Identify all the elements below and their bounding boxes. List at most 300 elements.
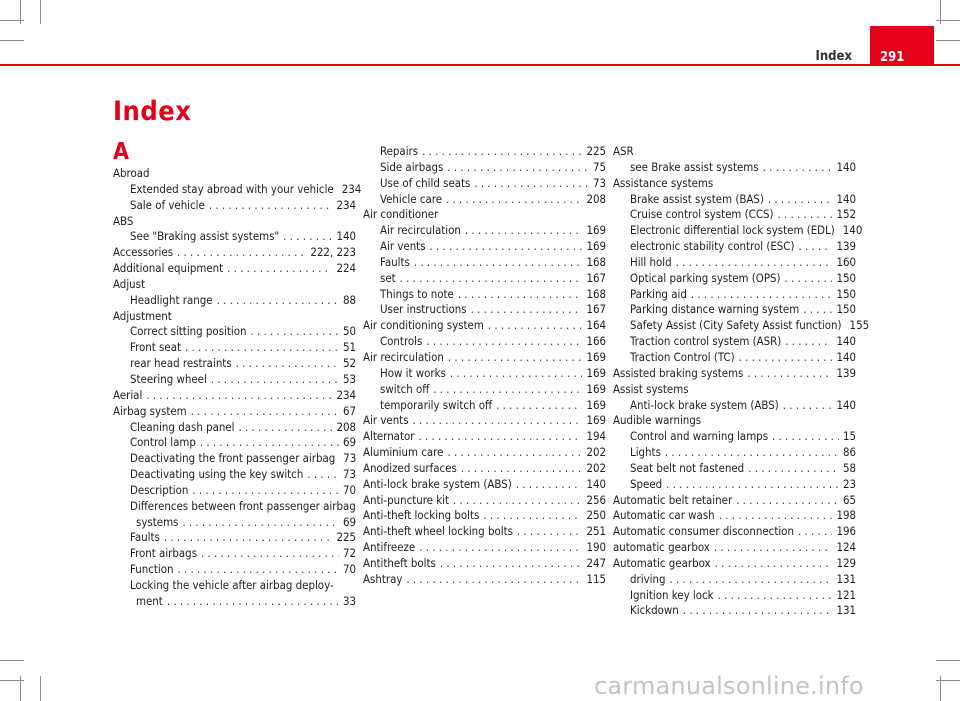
index-entry xyxy=(613,477,856,493)
index-entry-text: Correct sitting position xyxy=(130,324,247,339)
index-entry-page[interactable]: 150 xyxy=(836,286,856,301)
dot-leader xyxy=(453,493,582,509)
index-entry xyxy=(113,324,356,340)
dot-leader xyxy=(458,287,583,303)
crop-mark xyxy=(940,0,941,24)
dot-leader xyxy=(666,477,839,493)
dot-leader xyxy=(798,524,832,540)
index-entry-page[interactable]: 139 xyxy=(836,365,856,380)
index-column-2 xyxy=(363,144,606,588)
index-entry-page[interactable]: 198 xyxy=(836,508,856,523)
index-entry-text: Faults xyxy=(380,254,410,269)
index-entry: Locking the vehicle after airbag deploy- xyxy=(130,577,334,592)
header-rule xyxy=(0,64,960,66)
index-entry-page[interactable]: 169 xyxy=(586,381,606,396)
index-entry-text: Safety Assist (City Safety Assist function) xyxy=(630,318,842,333)
index-entry-text: Deactivating the front passenger airbag xyxy=(130,451,336,466)
index-entry-text: Air conditioning system xyxy=(363,318,484,333)
index-entry xyxy=(363,334,606,350)
index-entry xyxy=(613,429,856,445)
index-entry xyxy=(363,287,606,303)
crop-mark xyxy=(936,660,960,661)
index-entry xyxy=(613,334,856,350)
index-entry-page[interactable]: 251 xyxy=(586,524,606,539)
index-entry-page[interactable]: 250 xyxy=(586,508,606,523)
dot-leader xyxy=(669,572,832,588)
index-entry-page[interactable]: 70 xyxy=(342,562,356,577)
index-entry-page[interactable]: 208 xyxy=(336,419,356,434)
index-entry-page[interactable]: 15 xyxy=(842,429,856,444)
index-entry-page[interactable]: 73 xyxy=(342,467,356,482)
dot-leader xyxy=(182,515,339,531)
dot-leader xyxy=(239,420,333,436)
index-entry-page[interactable]: 196 xyxy=(836,524,856,539)
dot-leader xyxy=(483,508,582,524)
index-entry-text: Alternator xyxy=(363,429,415,444)
index-entry xyxy=(113,404,356,420)
index-entry-text: Automatic belt retainer xyxy=(613,492,733,507)
index-entry-page[interactable]: 52 xyxy=(342,356,356,371)
index-entry-page[interactable]: 150 xyxy=(836,302,856,317)
index-entry-page[interactable]: 169 xyxy=(586,365,606,380)
index-entry xyxy=(363,366,606,382)
index-entry-text: Headlight range xyxy=(130,292,213,307)
dot-leader xyxy=(191,404,339,420)
index-entry-text: ment xyxy=(136,593,163,608)
index-entry xyxy=(113,515,356,531)
dot-leader xyxy=(178,562,339,578)
dot-leader xyxy=(433,382,582,398)
index-entry-text: Sale of vehicle xyxy=(130,197,205,212)
index-entry-text: Anti-theft locking bolts xyxy=(363,508,480,523)
dot-leader xyxy=(488,318,583,334)
index-entry xyxy=(113,483,356,499)
index-entries xyxy=(113,166,362,610)
index-entry-text: Airbag system xyxy=(113,403,187,418)
crop-mark xyxy=(40,0,41,24)
index-entry-text: Control lamp xyxy=(130,435,196,450)
index-entry-page[interactable]: 72 xyxy=(342,546,356,561)
index-entry: Assist systems xyxy=(613,381,689,396)
index-entry-page[interactable]: 167 xyxy=(586,302,606,317)
index-entry xyxy=(363,144,606,160)
index-entry-text: Front airbags xyxy=(130,546,198,561)
index-entry xyxy=(363,572,606,588)
dot-leader xyxy=(777,207,832,223)
index-entry xyxy=(613,192,856,208)
index-entry xyxy=(363,413,606,429)
index-entry-text: Cruise control system (CCS) xyxy=(630,207,774,222)
index-entry-page[interactable]: 75 xyxy=(592,159,606,174)
dot-leader xyxy=(665,445,839,461)
index-entry xyxy=(363,461,606,477)
dot-leader xyxy=(763,160,833,176)
index-entry xyxy=(363,540,606,556)
index-entry-page[interactable]: 33 xyxy=(342,593,356,608)
index-entry xyxy=(363,508,606,524)
dot-leader xyxy=(406,572,582,588)
index-entry-page[interactable]: 140 xyxy=(842,223,863,238)
index-entry-text: Lights xyxy=(630,445,661,460)
index-entry-page[interactable]: 70 xyxy=(342,482,356,497)
index-entry xyxy=(363,477,606,493)
dot-leader xyxy=(465,223,583,239)
index-entry-text: Anti-lock brake system (ABS) xyxy=(363,476,512,491)
index-entry-text: Anti-puncture kit xyxy=(363,492,450,507)
index-entry-page[interactable]: 164 xyxy=(586,318,606,333)
index-entry: ABS xyxy=(113,213,134,228)
index-entry-page[interactable]: 202 xyxy=(586,445,606,460)
index-entry-page[interactable]: 139 xyxy=(836,239,856,254)
index-entry-page[interactable]: 140 xyxy=(586,476,606,491)
index-entry xyxy=(613,223,863,239)
index-entry-page[interactable]: 247 xyxy=(586,555,606,570)
index-entry xyxy=(113,594,356,610)
dot-leader xyxy=(474,176,589,192)
index-entry-page[interactable]: 140 xyxy=(836,397,856,412)
index-entry-text: Function xyxy=(130,562,174,577)
index-entry-text: Air vents xyxy=(363,413,409,428)
dot-leader xyxy=(736,493,839,509)
index-column-1 xyxy=(113,138,362,610)
dot-leader xyxy=(418,429,582,445)
dot-leader xyxy=(167,594,339,610)
index-entry xyxy=(113,261,356,277)
index-entry xyxy=(613,540,856,556)
index-entry-text: Automatic car wash xyxy=(613,508,715,523)
index-entry-text: set xyxy=(380,270,396,285)
index-entry-text: Brake assist system (BAS) xyxy=(630,191,764,206)
index-entry-page[interactable]: 73 xyxy=(592,175,606,190)
index-entry xyxy=(613,318,870,334)
dot-leader xyxy=(440,556,583,572)
index-entry-text: Things to note xyxy=(380,286,454,301)
index-entry xyxy=(613,287,856,303)
index-entry xyxy=(613,524,856,540)
index-entry-page[interactable]: 169 xyxy=(586,413,606,428)
index-entry-page[interactable]: 169 xyxy=(586,239,606,254)
index-entry-page[interactable]: 140 xyxy=(836,349,856,364)
index-entry xyxy=(363,524,606,540)
index-entry xyxy=(113,451,356,467)
index-entry-page[interactable]: 140 xyxy=(336,229,356,244)
dot-leader xyxy=(739,350,833,366)
dot-leader xyxy=(422,144,582,160)
page-title: Index xyxy=(113,96,192,127)
dot-leader xyxy=(251,324,339,340)
index-entry-page[interactable]: 160 xyxy=(836,254,856,269)
index-entry-page[interactable]: 208 xyxy=(586,191,606,206)
index-entry xyxy=(613,588,856,604)
dot-leader xyxy=(748,461,839,477)
index-entry xyxy=(363,271,606,287)
dot-leader xyxy=(164,530,333,546)
index-entry-page[interactable]: 129 xyxy=(836,555,856,570)
index-entry xyxy=(113,546,356,562)
dot-leader xyxy=(676,255,833,271)
index-entry-page[interactable]: 88 xyxy=(342,292,356,307)
index-entry xyxy=(113,388,356,404)
index-entry-page[interactable]: 140 xyxy=(836,159,856,174)
index-entry-text: Seat belt not fastened xyxy=(630,460,745,475)
index-entry xyxy=(113,562,356,578)
index-entry-page[interactable]: 225 xyxy=(336,530,356,545)
index-entry-page[interactable]: 140 xyxy=(836,191,856,206)
index-entry xyxy=(363,445,606,461)
index-entry-text: Speed xyxy=(630,476,663,491)
index-entry-text: Optical parking system (OPS) xyxy=(630,270,781,285)
dot-leader xyxy=(426,334,582,350)
index-entries xyxy=(363,144,606,588)
index-entry-page[interactable]: 234 xyxy=(336,197,356,212)
index-entry xyxy=(113,245,356,261)
dot-leader xyxy=(719,508,833,524)
index-entry xyxy=(613,603,856,619)
crop-mark xyxy=(936,40,960,41)
index-entry xyxy=(113,198,356,214)
index-entry-text: Aerial xyxy=(113,387,143,402)
index-entry-page[interactable]: 169 xyxy=(586,349,606,364)
dot-leader xyxy=(447,445,582,461)
index-entry-text: Air recirculation xyxy=(380,223,461,238)
index-entry-text: Repairs xyxy=(380,144,419,158)
index-entry-page[interactable]: 140 xyxy=(836,334,856,349)
index-entry xyxy=(363,350,606,366)
dot-leader xyxy=(227,261,332,277)
dot-leader xyxy=(715,556,833,572)
dot-leader xyxy=(496,398,582,414)
index-entry-page[interactable]: 222, 223 xyxy=(310,245,356,260)
index-entry-text: see Brake assist systems xyxy=(630,159,759,174)
dot-leader xyxy=(747,366,832,382)
index-entry-page[interactable]: 50 xyxy=(342,324,356,339)
index-entry xyxy=(113,181,362,198)
dot-leader xyxy=(783,398,833,414)
index-entry xyxy=(363,255,606,271)
index-entry xyxy=(113,420,356,436)
dot-leader xyxy=(471,302,583,318)
index-entry xyxy=(363,493,606,509)
index-entry xyxy=(363,192,606,208)
index-entry-page[interactable]: 169 xyxy=(586,397,606,412)
dot-leader xyxy=(185,340,339,356)
index-entry-text: Traction Control (TC) xyxy=(630,349,735,364)
index-entry-text: Air vents xyxy=(380,239,426,254)
dot-leader xyxy=(146,388,332,404)
index-entry-text: driving xyxy=(630,571,666,586)
index-entry-text: switch off xyxy=(380,381,430,396)
index-entry-text: Antifreeze xyxy=(363,540,416,555)
index-entry-text: Controls xyxy=(380,334,423,349)
dot-leader xyxy=(516,477,583,493)
index-entry-page[interactable]: 67 xyxy=(342,403,356,418)
dot-leader xyxy=(768,192,833,208)
index-entry xyxy=(363,302,606,318)
index-entry-text: Additional equipment xyxy=(113,261,224,276)
index-entry-page[interactable]: 168 xyxy=(586,286,606,301)
index-entry-page[interactable]: 225 xyxy=(586,144,606,158)
index-entry xyxy=(113,530,356,546)
index-entry xyxy=(613,445,856,461)
index-entry-text: Description xyxy=(130,482,189,497)
index-entry-text: Use of child seats xyxy=(380,175,471,190)
index-entry-text: rear head restraints xyxy=(130,356,232,371)
index-entry-text: automatic gearbox xyxy=(613,540,710,555)
dot-leader xyxy=(447,160,589,176)
dot-leader xyxy=(211,372,339,388)
dot-leader xyxy=(217,293,339,309)
index-entry xyxy=(613,461,856,477)
dot-leader xyxy=(413,413,583,429)
index-entry xyxy=(613,271,856,287)
dot-leader xyxy=(517,524,583,540)
index-entry-text: systems xyxy=(136,514,179,529)
index-entry-text: Steering wheel xyxy=(130,371,207,386)
index-entry xyxy=(613,398,856,414)
index-entry-text: Anti-lock brake system (ABS) xyxy=(630,397,779,412)
index-entry-text: Automatic consumer disconnection xyxy=(613,524,794,539)
index-entry-page[interactable]: 131 xyxy=(836,603,856,618)
index-entry-page[interactable]: 152 xyxy=(836,207,856,222)
index-entry-page[interactable]: 155 xyxy=(849,318,870,333)
index-entry xyxy=(363,556,606,572)
index-entry: Assistance systems xyxy=(613,175,714,190)
index-entry-page[interactable]: 166 xyxy=(586,334,606,349)
index-entry-text: Hill hold xyxy=(630,254,672,269)
index-entry xyxy=(613,302,856,318)
index-entry-text: Antitheft bolts xyxy=(363,555,436,570)
index-entry-text: Aluminium care xyxy=(363,445,444,460)
index-entry-page[interactable]: 256 xyxy=(586,492,606,507)
index-entry xyxy=(363,429,606,445)
index-entry xyxy=(613,239,856,255)
index-entry-text: Automatic gearbox xyxy=(613,555,711,570)
dot-leader xyxy=(419,540,582,556)
index-entry: Adjust xyxy=(113,276,146,291)
index-entry: Abroad xyxy=(113,166,150,180)
crop-mark xyxy=(0,680,24,681)
header-section-title: Index xyxy=(815,49,852,64)
index-entry-text: electronic stability control (ESC) xyxy=(630,239,795,254)
index-entry-text: Assisted braking systems xyxy=(613,365,744,380)
index-entry: Audible warnings xyxy=(613,413,702,428)
index-entry-page[interactable]: 65 xyxy=(842,492,856,507)
index-entry xyxy=(613,207,856,223)
index-entry-page[interactable]: 169 xyxy=(586,223,606,238)
index-entry xyxy=(613,508,856,524)
index-entry xyxy=(613,160,856,176)
index-entry-text: Deactivating using the key switch xyxy=(130,467,304,482)
index-entry-page[interactable]: 51 xyxy=(342,340,356,355)
index-entry: ASR xyxy=(613,144,634,158)
index-entry-text: Control and warning lamps xyxy=(630,429,769,444)
dot-leader xyxy=(798,239,832,255)
dot-leader xyxy=(718,588,833,604)
dot-leader xyxy=(200,435,339,451)
dot-leader xyxy=(414,255,583,271)
dot-leader xyxy=(283,229,332,245)
index-entry-page[interactable]: 168 xyxy=(586,254,606,269)
index-entry-page[interactable]: 194 xyxy=(586,429,606,444)
index-entry xyxy=(613,350,856,366)
index-entry-page[interactable]: 23 xyxy=(842,476,856,491)
dot-leader xyxy=(430,239,583,255)
index-entry-text: Kickdown xyxy=(630,603,679,618)
index-entry-page[interactable]: 234 xyxy=(341,181,362,196)
index-entry-page[interactable]: 69 xyxy=(342,435,356,450)
index-entry xyxy=(113,340,356,356)
index-entry-text: Parking distance warning system xyxy=(630,302,800,317)
dot-leader xyxy=(691,287,833,303)
index-entry-text: Cleaning dash panel xyxy=(130,419,235,434)
dot-leader xyxy=(307,467,339,483)
index-entry xyxy=(363,160,606,176)
index-entry-text: Vehicle care xyxy=(380,191,442,206)
index-entry-text: User instructions xyxy=(380,302,467,317)
index-entry-page[interactable]: 58 xyxy=(842,460,856,475)
index-entry-text: Air recirculation xyxy=(363,349,444,364)
crop-mark xyxy=(20,0,21,24)
index-entry-page[interactable]: 121 xyxy=(836,587,856,602)
dot-leader xyxy=(448,350,583,366)
index-entry-text: Faults xyxy=(130,530,160,545)
index-entry: Adjustment xyxy=(113,308,172,323)
dot-leader xyxy=(803,302,832,318)
index-entry-text: temporarily switch off xyxy=(380,397,493,412)
index-entry-text: Anodized surfaces xyxy=(363,460,457,475)
crop-mark xyxy=(0,40,24,41)
index-entry xyxy=(613,493,856,509)
index-entry: Differences between front passenger airbag xyxy=(130,498,356,513)
index-entry xyxy=(613,366,856,382)
index-entry-page[interactable]: 86 xyxy=(842,445,856,460)
index-entry-text: How it works xyxy=(380,365,446,380)
index-entry-page[interactable]: 115 xyxy=(586,571,606,586)
index-entry-text: Ignition key lock xyxy=(630,587,714,602)
dot-leader xyxy=(201,546,339,562)
dot-leader xyxy=(446,192,582,208)
index-letter-heading: A xyxy=(113,139,130,165)
index-entry-page[interactable]: 73 xyxy=(343,451,357,466)
index-entry-page[interactable]: 234 xyxy=(336,387,356,402)
index-entry-page[interactable]: 202 xyxy=(586,460,606,475)
dot-leader xyxy=(785,334,832,350)
dot-leader xyxy=(177,245,306,261)
index-entry-page[interactable]: 124 xyxy=(836,540,856,555)
crop-mark xyxy=(936,680,960,681)
index-entry-text: Accessories xyxy=(113,245,174,260)
index-entry-page[interactable]: 167 xyxy=(586,270,606,285)
index-entry-page[interactable]: 69 xyxy=(342,514,356,529)
dot-leader xyxy=(450,366,583,382)
crop-mark xyxy=(0,660,24,661)
index-entry-page[interactable]: 150 xyxy=(836,270,856,285)
index-entry-text: Parking aid xyxy=(630,286,687,301)
index-entry-page[interactable]: 190 xyxy=(586,540,606,555)
index-entry-page[interactable]: 53 xyxy=(342,371,356,386)
index-entry xyxy=(363,382,606,398)
watermark: carmanualsonline.info xyxy=(594,672,864,700)
index-entry xyxy=(113,293,356,309)
index-entry-page[interactable]: 131 xyxy=(836,571,856,586)
crop-mark xyxy=(40,676,41,701)
index-entry-text: Ashtray xyxy=(363,571,403,586)
index-entry-page[interactable]: 224 xyxy=(336,261,356,276)
index-entry-text: Extended stay abroad with your vehicle xyxy=(130,181,334,196)
dot-leader xyxy=(236,356,339,372)
dot-leader xyxy=(772,429,839,445)
index-entry xyxy=(363,176,606,192)
